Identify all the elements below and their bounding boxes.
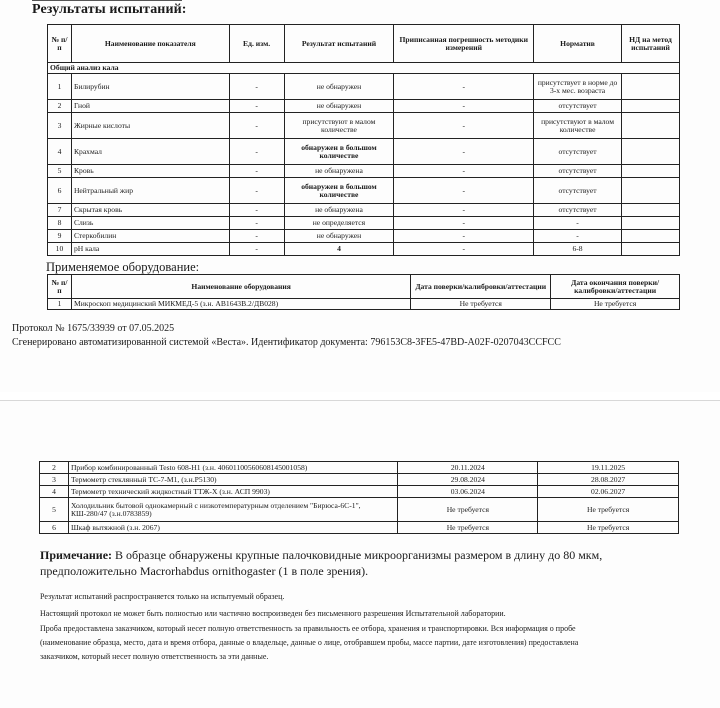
cell-unit: - [229, 204, 284, 217]
table-row [40, 474, 679, 486]
table-row [48, 165, 680, 178]
equipment-table-continued [39, 461, 679, 534]
cell-error: - [394, 165, 534, 178]
cell-norm: присутствует в норме до 3-х мес. возраста [534, 74, 622, 100]
group-row [48, 63, 680, 74]
note-label: Примечание: [40, 548, 113, 562]
cell-result: 4 [284, 243, 394, 256]
cell-error: - [394, 178, 534, 204]
equipment-title: Применяемое оборудование: [46, 260, 200, 274]
cell-result: не обнаружен [284, 100, 394, 113]
table-row [40, 486, 679, 498]
cell-equipment-name: Прибор комбинированный Testo 608-H1 (з.н. 40601100560608145001058) [68, 462, 397, 474]
top-rule [32, 0, 182, 1]
cell-result: не определяется [284, 217, 394, 230]
cell-num: 1 [48, 74, 72, 100]
cell-nd [622, 178, 680, 204]
cell-norm: 6-8 [534, 243, 622, 256]
cell-error: - [394, 230, 534, 243]
cell-unit: - [229, 217, 284, 230]
cell-unit: - [229, 139, 284, 165]
cell-name: Стеркобилин [71, 230, 229, 243]
cell-name: Гной [71, 100, 229, 113]
cell-num: 6 [40, 522, 69, 534]
cell-nd [622, 74, 680, 100]
cell-check-date: 29.08.2024 [398, 474, 538, 486]
cell-num: 4 [48, 139, 72, 165]
cell-error: - [394, 139, 534, 165]
cell-num: 2 [48, 100, 72, 113]
header-error: Приписанная погрешность методики измерений [394, 25, 534, 63]
cell-equipment-name: Холодильник бытовой однокамерный с низкотемпературным отделением "Бирюса-6С-1", КШ-280/47 (з.н.0783859) [68, 498, 397, 522]
cell-equipment-name: Микроскоп медицинский МИКМЕД-5 (з.н. АВ1643В.2/ДВ028) [71, 299, 410, 310]
cell-norm: отсутствует [534, 178, 622, 204]
cell-check-end: 28.08.2027 [538, 474, 679, 486]
cell-num: 5 [48, 165, 72, 178]
cell-name: Билирубин [71, 74, 229, 100]
protocol-generated: Сгенерировано автоматизированной системой «Веста». Идентификатор документа: 796153C8-3FE5-47BD-A02F-0207043CCFCC [12, 337, 561, 348]
cell-num: 2 [40, 462, 69, 474]
cell-nd [622, 139, 680, 165]
results-title: Результаты испытаний: [32, 2, 187, 17]
cell-name: Нейтральный жир [71, 178, 229, 204]
cell-check-date: Не требуется [398, 498, 538, 522]
disclaimer-line: Проба предоставлена заказчиком, который несет полную ответственность за правильность ее отбора, хранения и транспортировки. Вся информация о пробе [40, 624, 576, 633]
cell-check-end: 02.06.2027 [538, 486, 679, 498]
table-row [48, 217, 680, 230]
table-row [48, 243, 680, 256]
table-row [48, 299, 680, 310]
cell-num: 6 [48, 178, 72, 204]
cell-result: не обнаружена [284, 165, 394, 178]
header-check-end: Дата окончания поверки/калибровки/аттестации [551, 275, 680, 299]
cell-result: не обнаружен [284, 74, 394, 100]
cell-nd [622, 113, 680, 139]
cell-error: - [394, 204, 534, 217]
cell-num: 10 [48, 243, 72, 256]
cell-check-date: 03.06.2024 [398, 486, 538, 498]
equipment-table [47, 274, 680, 310]
cell-unit: - [229, 100, 284, 113]
cell-norm: отсутствует [534, 100, 622, 113]
cell-num: 1 [48, 299, 72, 310]
protocol-info [12, 322, 561, 350]
header-nd: НД на метод испытаний [622, 25, 680, 63]
disclaimer [40, 588, 680, 664]
cell-check-end: 19.11.2025 [538, 462, 679, 474]
cell-error: - [394, 100, 534, 113]
header-unit: Ед. изм. [229, 25, 284, 63]
cell-num: 5 [40, 498, 69, 522]
table-row [40, 462, 679, 474]
table-row [48, 100, 680, 113]
cell-nd [622, 100, 680, 113]
cell-nd [622, 243, 680, 256]
table-row [40, 522, 679, 534]
note-text: В образце обнаружены крупные палочковидные микроорганизмы размером в длину до 80 мкм, предположительно Macrorhabdus ornithogaster (1 в поле зрения). [40, 548, 603, 578]
cell-check-end: Не требуется [538, 522, 679, 534]
cell-unit: - [229, 113, 284, 139]
cell-name: Слизь [71, 217, 229, 230]
cell-result: не обнаружена [284, 204, 394, 217]
cell-check-end: Не требуется [551, 299, 680, 310]
cell-nd [622, 165, 680, 178]
table-row [48, 113, 680, 139]
header-norm: Норматив [534, 25, 622, 63]
equipment-header-row [48, 275, 680, 299]
cell-check-date: 20.11.2024 [398, 462, 538, 474]
cell-nd [622, 204, 680, 217]
cell-equipment-name: Термометр стеклянный ТС-7-М1, (з.н.Р5130) [68, 474, 397, 486]
cell-num: 4 [40, 486, 69, 498]
table-row [40, 498, 679, 522]
cell-norm: отсутствует [534, 204, 622, 217]
cell-error: - [394, 74, 534, 100]
disclaimer-line: (наименование образца, место, дата и время отбора, данные о владельце, данные о лице, отобравшем пробы, массе партии, дате изготовления) предоставлена [40, 638, 579, 647]
cell-name: Жирные кислоты [71, 113, 229, 139]
cell-error: - [394, 113, 534, 139]
cell-norm: отсутствует [534, 165, 622, 178]
cell-equipment-name: Термометр технический жидкостный ТТЖ-Х (з.н. АСП 9903) [68, 486, 397, 498]
cell-unit: - [229, 165, 284, 178]
cell-result: присутствуют в малом количестве [284, 113, 394, 139]
header-equipment-name: Наименование оборудования [71, 275, 410, 299]
cell-norm: отсутствует [534, 139, 622, 165]
table-row [48, 178, 680, 204]
table-row [48, 74, 680, 100]
cell-error: - [394, 217, 534, 230]
cell-result: не обнаружен [284, 230, 394, 243]
cell-num: 3 [40, 474, 69, 486]
cell-num: 3 [48, 113, 72, 139]
cell-check-end: Не требуется [538, 498, 679, 522]
disclaimer-line: Результат испытаний распространяется только на испытуемый образец. [40, 592, 285, 601]
cell-nd [622, 230, 680, 243]
cell-norm: - [534, 230, 622, 243]
cell-error: - [394, 243, 534, 256]
header-check-date: Дата поверки/калибровки/аттестации [411, 275, 551, 299]
cell-unit: - [229, 230, 284, 243]
cell-result: обнаружен в большом количестве [284, 178, 394, 204]
group-label: Общий анализ кала [48, 63, 680, 74]
disclaimer-line: заказчиком, который несет полную ответственность за эти данные. [40, 652, 269, 661]
cell-name: Кровь [71, 165, 229, 178]
cell-norm: присутствуют в малом количестве [534, 113, 622, 139]
cell-num: 7 [48, 204, 72, 217]
cell-unit: - [229, 74, 284, 100]
cell-check-date: Не требуется [398, 522, 538, 534]
cell-norm: - [534, 217, 622, 230]
results-table [47, 24, 680, 256]
header-num: № п/п [48, 275, 72, 299]
cell-name: pH кала [71, 243, 229, 256]
cell-num: 8 [48, 217, 72, 230]
cell-result: обнаружен в большом количестве [284, 139, 394, 165]
disclaimer-line: Настоящий протокол не может быть полностью или частично воспроизведен без письменного разрешения Испытательной лаборатории. [40, 609, 506, 618]
cell-name: Скрытая кровь [71, 204, 229, 217]
cell-num: 9 [48, 230, 72, 243]
cell-check-date: Не требуется [411, 299, 551, 310]
table-row [48, 230, 680, 243]
cell-equipment-name: Шкаф вытяжной (з.н. 2067) [68, 522, 397, 534]
cell-name: Крахмал [71, 139, 229, 165]
results-header-row [48, 25, 680, 63]
header-name: Наименование показателя [71, 25, 229, 63]
header-num: № п/п [48, 25, 72, 63]
note [40, 547, 680, 579]
cell-unit: - [229, 243, 284, 256]
cell-unit: - [229, 178, 284, 204]
table-row [48, 204, 680, 217]
header-result: Результат испытаний [284, 25, 394, 63]
protocol-number: Протокол № 1675/33939 от 07.05.2025 [12, 323, 175, 334]
table-row [48, 139, 680, 165]
cell-nd [622, 217, 680, 230]
